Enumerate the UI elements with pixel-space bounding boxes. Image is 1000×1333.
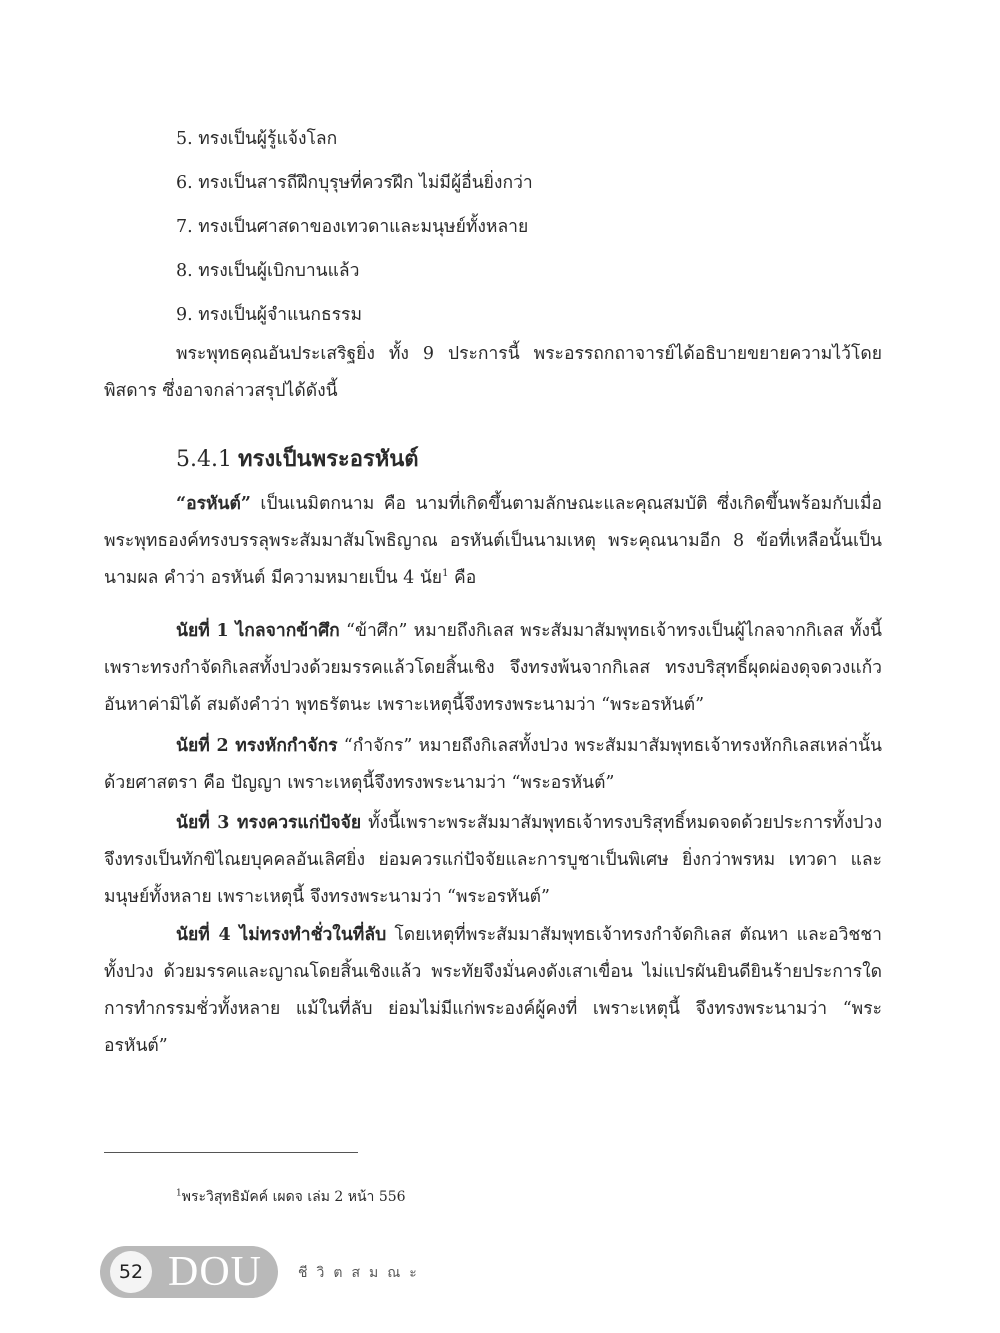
meaning-paragraph-3	[104, 805, 882, 916]
footnote-reference: 1	[442, 568, 449, 580]
definition-ending: คือ	[448, 568, 477, 588]
meaning-heading-2: นัยที่ 2 ทรงหักกำจักร	[176, 736, 338, 756]
footnote-divider	[104, 1152, 358, 1153]
meaning-paragraph-1	[104, 613, 882, 724]
list-item-7: 7. ทรงเป็นศาสดาของเทวดาและมนุษย์ทั้งหลาย	[176, 217, 529, 237]
footnote-text: พระวิสุทธิมัคค์ เผดจ เล่ม 2 หน้า 556	[181, 1189, 406, 1205]
list-item-6: 6. ทรงเป็นสารถีฝึกบุรุษที่ควรฝึก ไม่มีผู้อื่นยิ่งกว่า	[176, 173, 533, 193]
meaning-text-3: ทั้งนี้เพราะพระสัมมาสัมพุทธเจ้าทรงบริสุทธิ์หมดจดด้วยประการทั้งปวง จึงทรงเป็นทักขิไณยบุคคลอันเลิศยิ่ง ย่อมควรแก่ปัจจัยและการบูชาเป็นพิเศษ ยิ่งกว่าพรหม เทวดา และมนุษย์ทั้งหลาย เพราะเหตุนี้ จึงทรงพระนามว่า “พระอรหันต์”	[104, 813, 882, 907]
footnote-marker: 1	[176, 1188, 182, 1199]
definition-text: เป็นเนมิตกนาม คือ นามที่เกิดขึ้นตามลักษณะและคุณสมบัติ ซึ่งเกิดขึ้นพร้อมกับเมื่อพระพุทธองค์ทรงบรรลุพระสัมมาสัมโพธิญาณ อรหันต์เป็นนามเหตุ พระคุณนามอีก 8 ข้อที่เหลือนั้นเป็นนามผล คำว่า อรหันต์ มีความหมายเป็น 4 นัย	[104, 494, 882, 588]
book-title: ชีวิตสมณะ	[298, 1265, 426, 1281]
section-number: 5.4.1	[176, 447, 232, 472]
section-title: ทรงเป็นพระอรหันต์	[238, 446, 419, 472]
meaning-paragraph-4	[104, 917, 882, 1065]
meaning-heading-4: นัยที่ 4 ไม่ทรงทำชั่วในที่ลับ	[176, 925, 387, 945]
footnote	[176, 1186, 406, 1208]
page-number: 52	[110, 1251, 152, 1293]
meaning-text-4: โดยเหตุที่พระสัมมาสัมพุทธเจ้าทรงกำจัดกิเลส ตัณหา และอวิชชาทั้งปวง ด้วยมรรคและญาณโดยสิ้นเชิงแล้ว พระทัยจึงมั่นคงดังเสาเขื่อน ไม่แปรผันยินดียินร้ายประการใด การทำกรรมชั่วทั้งหลาย แม้ในที่ลับ ย่อมไม่มีแก่พระองค์ผู้คงที่ เพราะเหตุนี้ จึงทรงพระนามว่า “พระอรหันต์”	[104, 925, 883, 1056]
meaning-heading-3: นัยที่ 3 ทรงควรแก่ปัจจัย	[176, 813, 362, 833]
meaning-text-2: “กำจักร” หมายถึงกิเลสทั้งปวง พระสัมมาสัมพุทธเจ้าทรงหักกิเลสเหล่านั้นด้วยศาสตรา คือ ปัญญา เพราะเหตุนี้จึงทรงพระนามว่า “พระอรหันต์”	[104, 736, 882, 793]
definition-term: “อรหันต์”	[176, 494, 251, 514]
meaning-heading-1: นัยที่ 1 ไกลจากข้าศึก	[176, 621, 340, 641]
list-item-8: 8. ทรงเป็นผู้เบิกบานแล้ว	[176, 261, 360, 281]
definition-paragraph	[104, 486, 882, 597]
meaning-paragraph-2	[104, 728, 882, 802]
list-item-9: 9. ทรงเป็นผู้จำแนกธรรม	[176, 305, 362, 325]
section-heading	[176, 441, 419, 476]
meaning-text-1: “ข้าศึก” หมายถึงกิเลส พระสัมมาสัมพุทธเจ้าทรงเป็นผู้ไกลจากกิเลส ทั้งนี้ เพราะทรงกำจัดกิเลสทั้งปวงด้วยมรรคแล้วโดยสิ้นเชิง จึงทรงพ้นจากกิเลส ทรงบริสุทธิ์ผุดผ่องดุจดวงแก้วอันหาค่ามิได้ สมดังคำว่า พุทธรัตนะ เพราะเหตุนี้จึงทรงพระนามว่า “พระอรหันต์”	[104, 621, 882, 715]
intro-paragraph: พระพุทธคุณอันประเสริฐยิ่ง ทั้ง 9 ประการนี้ พระอรรถกถาจารย์ได้อธิบายขยายความไว้โดยพิสดาร ซึ่งอาจกล่าวสรุปได้ดังนี้	[104, 344, 882, 401]
brand-logo-text: DOU	[168, 1249, 262, 1295]
list-item-5: 5. ทรงเป็นผู้รู้แจ้งโลก	[176, 129, 338, 149]
